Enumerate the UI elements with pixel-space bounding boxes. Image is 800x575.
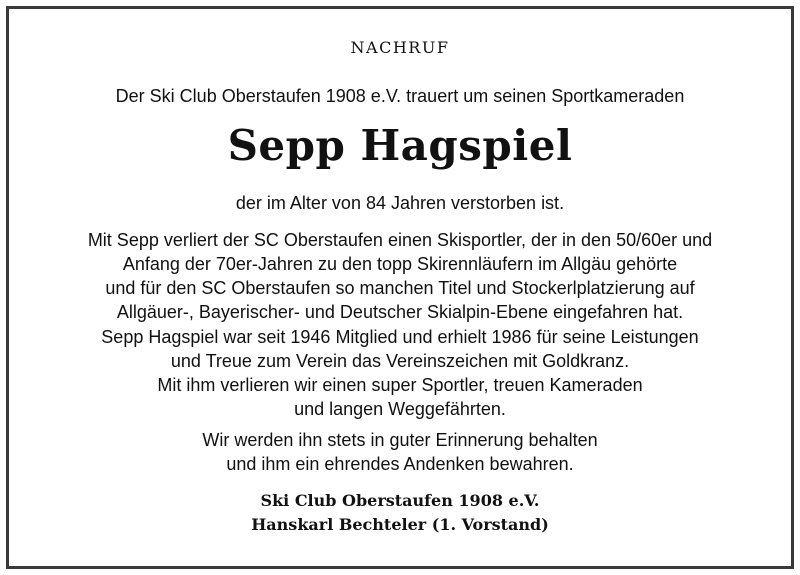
signature-club: Ski Club Oberstaufen 1908 e.V. xyxy=(260,491,540,510)
intro-line: Der Ski Club Oberstaufen 1908 e.V. trauert um seinen Sportkameraden xyxy=(115,86,685,106)
paragraph-career xyxy=(0,228,800,324)
notice-heading: NACHRUF xyxy=(350,38,450,57)
paragraph-line: Wir werden ihn stets in guter Erinnerung behalten xyxy=(202,430,598,450)
age-line: der im Alter von 84 Jahren verstorben ist. xyxy=(235,193,565,213)
paragraph-remembrance xyxy=(0,428,800,476)
signature-chairman: Hanskarl Bechteler (1. Vorstand) xyxy=(251,515,549,534)
paragraph-membership xyxy=(0,325,800,421)
paragraph-line: und für den SC Oberstaufen so manchen Titel und Stockerlplatzierung auf xyxy=(105,278,695,298)
paragraph-line: Mit Sepp verliert der SC Oberstaufen einen Skisportler, der in den 50/60er und xyxy=(87,230,713,250)
paragraph-line: Anfang der 70er-Jahren zu den topp Skirennläufern im Allgäu gehörte xyxy=(122,254,678,274)
paragraph-line: Mit ihm verlieren wir einen super Sportler, treuen Kameraden xyxy=(157,375,643,395)
paragraph-line: Sepp Hagspiel war seit 1946 Mitglied und erhielt 1986 für seine Leistungen xyxy=(101,327,699,347)
signature-block xyxy=(0,489,800,537)
paragraph-line: Allgäuer-, Bayerischer- und Deutscher Skialpin-Ebene eingefahren hat. xyxy=(116,302,684,322)
deceased-name: Sepp Hagspiel xyxy=(227,121,573,170)
paragraph-line: und ihm ein ehrendes Andenken bewahren. xyxy=(226,454,574,474)
paragraph-line: und langen Weggefährten. xyxy=(294,399,506,419)
paragraph-line: und Treue zum Verein das Vereinszeichen mit Goldkranz. xyxy=(170,351,630,371)
